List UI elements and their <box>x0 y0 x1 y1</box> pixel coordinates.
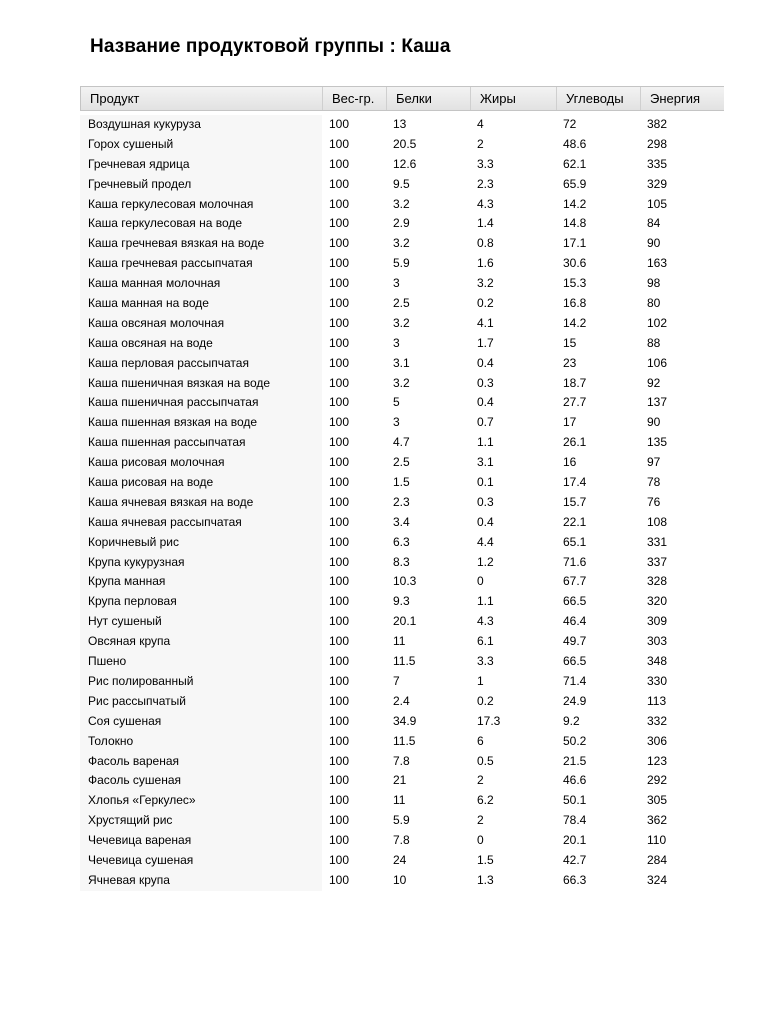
table-row <box>80 692 724 712</box>
table-row <box>80 553 724 573</box>
cell-carbs: 23 <box>563 355 577 370</box>
cell-fat: 1.5 <box>477 852 494 867</box>
cell-energy: 320 <box>647 594 668 609</box>
cell-energy: 113 <box>647 693 667 708</box>
cell-product: Каша гречневая рассыпчатая <box>80 254 322 274</box>
cell-protein: 3 <box>393 276 400 291</box>
cell-fat: 0.7 <box>477 415 494 430</box>
cell-product: Нут сушеный <box>80 612 322 632</box>
table-row <box>80 533 724 553</box>
cell-protein: 8.3 <box>393 554 410 569</box>
cell-protein: 7 <box>393 673 400 688</box>
cell-weight: 100 <box>329 117 350 131</box>
cell-energy: 337 <box>647 554 668 569</box>
cell-fat: 3.3 <box>477 654 494 669</box>
cell-product: Каша рисовая молочная <box>80 453 322 473</box>
table-row <box>80 453 724 473</box>
cell-protein: 34.9 <box>393 713 417 728</box>
table-row <box>80 234 724 254</box>
cell-carbs: 66.5 <box>563 654 587 669</box>
cell-protein: 6.3 <box>393 534 410 549</box>
cell-protein: 11 <box>393 793 406 808</box>
cell-weight: 100 <box>329 355 350 370</box>
cell-protein: 10.3 <box>393 574 417 589</box>
cell-product: Каша ячневая вязкая на воде <box>80 493 322 513</box>
cell-product: Гречневый продел <box>80 175 322 195</box>
cell-product: Чечевица вареная <box>80 831 322 851</box>
cell-protein: 5.9 <box>393 256 410 271</box>
table-row <box>80 374 724 394</box>
cell-energy: 90 <box>647 415 661 430</box>
cell-fat: 0.1 <box>477 475 494 490</box>
table-row <box>80 314 724 334</box>
cell-weight: 100 <box>329 634 350 649</box>
cell-fat: 2.3 <box>477 176 494 191</box>
cell-carbs: 24.9 <box>563 693 587 708</box>
table-row <box>80 851 724 871</box>
cell-energy: 305 <box>647 793 668 808</box>
cell-weight: 100 <box>329 176 350 191</box>
cell-product: Фасоль сушеная <box>80 771 322 791</box>
table-row <box>80 712 724 732</box>
cell-product: Каша овсяная молочная <box>80 314 322 334</box>
table-row <box>80 831 724 851</box>
cell-carbs: 17.1 <box>563 236 587 251</box>
cell-protein: 4.7 <box>393 435 410 450</box>
cell-product: Каша овсяная на воде <box>80 334 322 354</box>
cell-protein: 2.4 <box>393 693 410 708</box>
table-row <box>80 493 724 513</box>
table-row <box>80 771 724 791</box>
cell-fat: 3.1 <box>477 455 494 470</box>
cell-energy: 303 <box>647 634 668 649</box>
cell-weight: 100 <box>329 713 350 728</box>
cell-energy: 330 <box>647 673 668 688</box>
cell-protein: 2.9 <box>393 216 410 231</box>
cell-product: Крупа кукурузная <box>80 553 322 573</box>
cell-fat: 1.1 <box>477 594 494 609</box>
cell-weight: 100 <box>329 574 350 589</box>
table-row <box>80 752 724 772</box>
cell-energy: 309 <box>647 614 668 629</box>
table-row <box>80 214 724 234</box>
cell-protein: 3.2 <box>393 196 410 211</box>
cell-product: Хлопья «Геркулес» <box>80 791 322 811</box>
table-row <box>80 592 724 612</box>
cell-weight: 100 <box>329 156 350 171</box>
table-row <box>80 652 724 672</box>
cell-weight: 100 <box>329 673 350 688</box>
cell-carbs: 14.2 <box>563 315 587 330</box>
cell-fat: 17.3 <box>477 713 501 728</box>
products-table <box>80 86 724 891</box>
cell-energy: 92 <box>647 375 661 390</box>
cell-weight: 100 <box>329 455 350 470</box>
column-header-carbs[interactable]: Углеводы <box>556 87 640 110</box>
cell-product: Каша пшеничная рассыпчатая <box>80 393 322 413</box>
cell-weight: 100 <box>329 296 350 311</box>
column-header-weight[interactable]: Вес-гр. <box>322 87 386 110</box>
table-row <box>80 135 724 155</box>
cell-energy: 324 <box>647 872 668 887</box>
cell-product: Каша ячневая рассыпчатая <box>80 513 322 533</box>
table-row <box>80 513 724 533</box>
table-row <box>80 632 724 652</box>
cell-carbs: 72 <box>563 117 577 131</box>
cell-weight: 100 <box>329 693 350 708</box>
cell-energy: 306 <box>647 733 668 748</box>
cell-energy: 137 <box>647 395 668 410</box>
cell-energy: 98 <box>647 276 661 291</box>
page-title: Название продуктовой группы : Каша <box>90 36 451 57</box>
cell-fat: 0.4 <box>477 514 494 529</box>
cell-protein: 3.2 <box>393 375 410 390</box>
cell-product: Гречневая ядрица <box>80 155 322 175</box>
table-row <box>80 354 724 374</box>
cell-fat: 2 <box>477 813 484 828</box>
cell-fat: 6.2 <box>477 793 494 808</box>
cell-energy: 362 <box>647 813 668 828</box>
cell-carbs: 15 <box>563 335 577 350</box>
cell-fat: 1.6 <box>477 256 494 271</box>
cell-weight: 100 <box>329 196 350 211</box>
cell-protein: 5.9 <box>393 813 410 828</box>
cell-carbs: 67.7 <box>563 574 587 589</box>
column-header-protein[interactable]: Белки <box>386 87 470 110</box>
cell-energy: 80 <box>647 296 661 311</box>
cell-energy: 328 <box>647 574 668 589</box>
cell-fat: 2 <box>477 136 484 151</box>
cell-fat: 2 <box>477 773 484 788</box>
cell-fat: 6.1 <box>477 634 494 649</box>
cell-product: Соя сушеная <box>80 712 322 732</box>
cell-weight: 100 <box>329 654 350 669</box>
cell-weight: 100 <box>329 375 350 390</box>
table-row <box>80 175 724 195</box>
cell-energy: 84 <box>647 216 661 231</box>
cell-weight: 100 <box>329 276 350 291</box>
cell-fat: 4.4 <box>477 534 494 549</box>
cell-product: Каша геркулесовая молочная <box>80 195 322 215</box>
cell-fat: 0.3 <box>477 494 494 509</box>
cell-fat: 0.5 <box>477 753 494 768</box>
cell-carbs: 50.1 <box>563 793 587 808</box>
cell-protein: 9.3 <box>393 594 410 609</box>
cell-carbs: 15.7 <box>563 494 587 509</box>
cell-carbs: 14.8 <box>563 216 587 231</box>
cell-product: Овсяная крупа <box>80 632 322 652</box>
cell-fat: 0.8 <box>477 236 494 251</box>
cell-carbs: 30.6 <box>563 256 587 271</box>
cell-product: Каша манная на воде <box>80 294 322 314</box>
cell-carbs: 21.5 <box>563 753 587 768</box>
cell-carbs: 27.7 <box>563 395 587 410</box>
table-row <box>80 732 724 752</box>
cell-weight: 100 <box>329 514 350 529</box>
cell-fat: 6 <box>477 733 484 748</box>
cell-carbs: 9.2 <box>563 713 580 728</box>
cell-carbs: 18.7 <box>563 375 587 390</box>
table-row <box>80 433 724 453</box>
cell-energy: 332 <box>647 713 668 728</box>
cell-product: Пшено <box>80 652 322 672</box>
cell-carbs: 15.3 <box>563 276 587 291</box>
cell-protein: 21 <box>393 773 407 788</box>
cell-carbs: 78.4 <box>563 813 587 828</box>
table-row <box>80 473 724 493</box>
cell-product: Каша пшеничная вязкая на воде <box>80 374 322 394</box>
cell-product: Ячневая крупа <box>80 871 322 891</box>
cell-protein: 5 <box>393 395 400 410</box>
cell-product: Чечевица сушеная <box>80 851 322 871</box>
cell-energy: 108 <box>647 514 668 529</box>
cell-product: Каша гречневая вязкая на воде <box>80 234 322 254</box>
cell-product: Каша геркулесовая на воде <box>80 214 322 234</box>
cell-fat: 4 <box>477 117 484 131</box>
table-row <box>80 871 724 891</box>
cell-weight: 100 <box>329 395 350 410</box>
cell-protein: 2.5 <box>393 455 410 470</box>
cell-fat: 4.1 <box>477 315 494 330</box>
cell-fat: 0.2 <box>477 296 494 311</box>
cell-energy: 102 <box>647 315 668 330</box>
cell-energy: 90 <box>647 236 661 251</box>
cell-product: Крупа манная <box>80 572 322 592</box>
cell-weight: 100 <box>329 733 350 748</box>
cell-protein: 7.8 <box>393 833 410 848</box>
cell-protein: 20.1 <box>393 614 417 629</box>
cell-carbs: 62.1 <box>563 156 587 171</box>
cell-weight: 100 <box>329 136 350 151</box>
cell-carbs: 50.2 <box>563 733 587 748</box>
cell-carbs: 22.1 <box>563 514 587 529</box>
cell-weight: 100 <box>329 216 350 231</box>
table-row <box>80 811 724 831</box>
cell-energy: 78 <box>647 475 661 490</box>
cell-energy: 88 <box>647 335 661 350</box>
cell-protein: 3.1 <box>393 355 410 370</box>
cell-protein: 3.2 <box>393 315 410 330</box>
cell-energy: 76 <box>647 494 661 509</box>
cell-protein: 11.5 <box>393 733 416 748</box>
cell-fat: 0 <box>477 574 484 589</box>
cell-weight: 100 <box>329 435 350 450</box>
cell-product: Коричневый рис <box>80 533 322 553</box>
cell-weight: 100 <box>329 494 350 509</box>
cell-fat: 0.4 <box>477 355 494 370</box>
column-header-product[interactable]: Продукт <box>80 87 322 110</box>
table-row <box>80 393 724 413</box>
table-row <box>80 572 724 592</box>
cell-weight: 100 <box>329 554 350 569</box>
cell-weight: 100 <box>329 852 350 867</box>
cell-energy: 335 <box>647 156 668 171</box>
cell-protein: 2.5 <box>393 296 410 311</box>
cell-carbs: 42.7 <box>563 852 587 867</box>
cell-energy: 106 <box>647 355 668 370</box>
cell-fat: 3.2 <box>477 276 494 291</box>
cell-protein: 20.5 <box>393 136 417 151</box>
cell-carbs: 46.6 <box>563 773 587 788</box>
cell-protein: 11 <box>393 634 406 649</box>
cell-fat: 4.3 <box>477 614 494 629</box>
cell-protein: 3.4 <box>393 514 410 529</box>
table-row <box>80 294 724 314</box>
cell-product: Рис рассыпчатый <box>80 692 322 712</box>
cell-weight: 100 <box>329 833 350 848</box>
cell-fat: 0.3 <box>477 375 494 390</box>
table-row <box>80 155 724 175</box>
column-header-fat[interactable]: Жиры <box>470 87 556 110</box>
cell-energy: 348 <box>647 654 668 669</box>
cell-protein: 3 <box>393 415 400 430</box>
cell-carbs: 16.8 <box>563 296 587 311</box>
cell-carbs: 16 <box>563 455 577 470</box>
cell-fat: 0 <box>477 833 484 848</box>
cell-product: Каша перловая рассыпчатая <box>80 354 322 374</box>
cell-fat: 0.4 <box>477 395 494 410</box>
cell-product: Хрустящий рис <box>80 811 322 831</box>
cell-protein: 10 <box>393 872 407 887</box>
cell-carbs: 26.1 <box>563 435 587 450</box>
cell-energy: 331 <box>647 534 668 549</box>
cell-product: Рис полированный <box>80 672 322 692</box>
cell-product: Воздушная кукуруза <box>80 115 322 135</box>
cell-fat: 1 <box>477 673 484 688</box>
cell-protein: 9.5 <box>393 176 410 191</box>
cell-energy: 123 <box>647 753 668 768</box>
cell-product: Фасоль вареная <box>80 752 322 772</box>
table-row <box>80 791 724 811</box>
cell-carbs: 17.4 <box>563 475 587 490</box>
cell-weight: 100 <box>329 773 350 788</box>
cell-energy: 105 <box>647 196 668 211</box>
cell-weight: 100 <box>329 793 350 808</box>
cell-carbs: 46.4 <box>563 614 587 629</box>
cell-protein: 12.6 <box>393 156 417 171</box>
cell-fat: 0.2 <box>477 693 494 708</box>
cell-energy: 292 <box>647 773 668 788</box>
cell-product: Толокно <box>80 732 322 752</box>
cell-protein: 2.3 <box>393 494 410 509</box>
cell-product: Крупа перловая <box>80 592 322 612</box>
cell-weight: 100 <box>329 813 350 828</box>
cell-weight: 100 <box>329 236 350 251</box>
cell-weight: 100 <box>329 614 350 629</box>
cell-carbs: 20.1 <box>563 833 587 848</box>
cell-energy: 110 <box>647 833 667 848</box>
cell-carbs: 14.2 <box>563 196 587 211</box>
cell-protein: 11.5 <box>393 654 416 669</box>
cell-carbs: 71.4 <box>563 673 587 688</box>
cell-protein: 1.5 <box>393 475 410 490</box>
cell-carbs: 71.6 <box>563 554 587 569</box>
cell-protein: 24 <box>393 852 407 867</box>
cell-weight: 100 <box>329 335 350 350</box>
cell-product: Горох сушеный <box>80 135 322 155</box>
table-row <box>80 274 724 294</box>
cell-energy: 329 <box>647 176 668 191</box>
cell-fat: 3.3 <box>477 156 494 171</box>
cell-fat: 1.4 <box>477 216 494 231</box>
cell-weight: 100 <box>329 475 350 490</box>
cell-weight: 100 <box>329 872 350 887</box>
cell-energy: 382 <box>647 117 668 131</box>
table-row <box>80 254 724 274</box>
column-header-energy[interactable]: Энергия <box>640 87 724 110</box>
cell-product: Каша манная молочная <box>80 274 322 294</box>
cell-weight: 100 <box>329 594 350 609</box>
cell-carbs: 66.5 <box>563 594 587 609</box>
cell-fat: 4.3 <box>477 196 494 211</box>
table-row <box>80 334 724 354</box>
cell-fat: 1.1 <box>477 435 494 450</box>
cell-carbs: 17 <box>563 415 577 430</box>
cell-weight: 100 <box>329 753 350 768</box>
table-header <box>80 86 724 111</box>
cell-carbs: 65.9 <box>563 176 587 191</box>
cell-fat: 1.7 <box>477 335 494 350</box>
cell-carbs: 49.7 <box>563 634 587 649</box>
cell-carbs: 65.1 <box>563 534 587 549</box>
cell-product: Каша рисовая на воде <box>80 473 322 493</box>
cell-weight: 100 <box>329 315 350 330</box>
table-row <box>80 195 724 215</box>
cell-weight: 100 <box>329 415 350 430</box>
table-row <box>80 612 724 632</box>
cell-weight: 100 <box>329 534 350 549</box>
cell-energy: 298 <box>647 136 668 151</box>
cell-protein: 3.2 <box>393 236 410 251</box>
cell-carbs: 66.3 <box>563 872 587 887</box>
cell-protein: 7.8 <box>393 753 410 768</box>
cell-energy: 163 <box>647 256 668 271</box>
table-row <box>80 672 724 692</box>
cell-product: Каша пшенная рассыпчатая <box>80 433 322 453</box>
cell-protein: 13 <box>393 117 407 131</box>
table-row <box>80 413 724 433</box>
cell-fat: 1.2 <box>477 554 494 569</box>
cell-protein: 3 <box>393 335 400 350</box>
cell-fat: 1.3 <box>477 872 494 887</box>
cell-weight: 100 <box>329 256 350 271</box>
table-body <box>80 115 724 891</box>
cell-energy: 135 <box>647 435 668 450</box>
cell-energy: 284 <box>647 852 668 867</box>
table-row <box>80 115 724 135</box>
cell-energy: 97 <box>647 455 661 470</box>
cell-carbs: 48.6 <box>563 136 587 151</box>
cell-product: Каша пшенная вязкая на воде <box>80 413 322 433</box>
